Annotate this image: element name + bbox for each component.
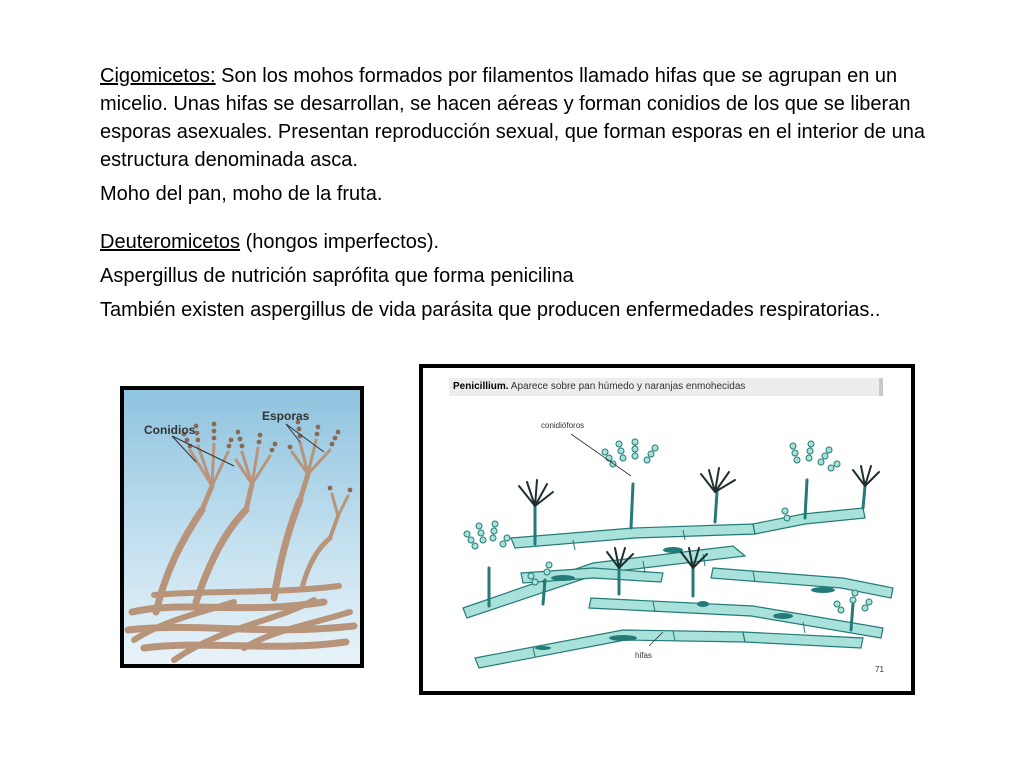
label-esporas: Esporas <box>262 409 310 423</box>
spore-chains <box>182 420 353 493</box>
cigomicetos-term: Cigomicetos: <box>100 65 216 87</box>
aspergillus-paragraph: Aspergillus de nutrición saprófita que forma penicilina <box>100 265 574 287</box>
cigomicetos-body: Son los mohos formados por filamentos llamado hifas que se agrupan en un micelio. Unas hifas se desarrollan, se hacen aéreas y forman conidios de los que se liberan esporas asexuales. Presentan reproducción sexual, que forman esporas en el interior de una estructura denominada asca. <box>100 65 925 171</box>
deuteromicetos-term: Deuteromicetos <box>100 231 241 253</box>
label-conidios: Conidios <box>144 423 196 437</box>
page-number: 71 <box>875 665 884 674</box>
penicillium-caption <box>449 378 883 396</box>
parasitic-paragraph: También existen aspergillus de vida parásita que producen enfermedades respiratorias.. <box>100 299 881 321</box>
cigomicetos-paragraph <box>100 62 960 174</box>
deuteromicetos-paragraph <box>100 228 960 256</box>
penicillium-title: Penicillium. <box>453 381 509 392</box>
penicillium-description: Aparece sobre pan húmedo y naranjas enmohecidas <box>508 381 746 392</box>
examples-paragraph: Moho del pan, moho de la fruta. <box>100 183 383 205</box>
penicillium-drawing <box>423 368 911 691</box>
conidia-drawing <box>124 390 360 664</box>
penicillium-illustration <box>419 364 915 695</box>
slide-text <box>100 62 960 324</box>
label-hifas: hifas <box>635 651 652 660</box>
conidia-illustration <box>120 386 364 668</box>
deuteromicetos-rest: (hongos imperfectos). <box>240 231 440 253</box>
label-conidioforos: conidióforos <box>541 421 585 430</box>
